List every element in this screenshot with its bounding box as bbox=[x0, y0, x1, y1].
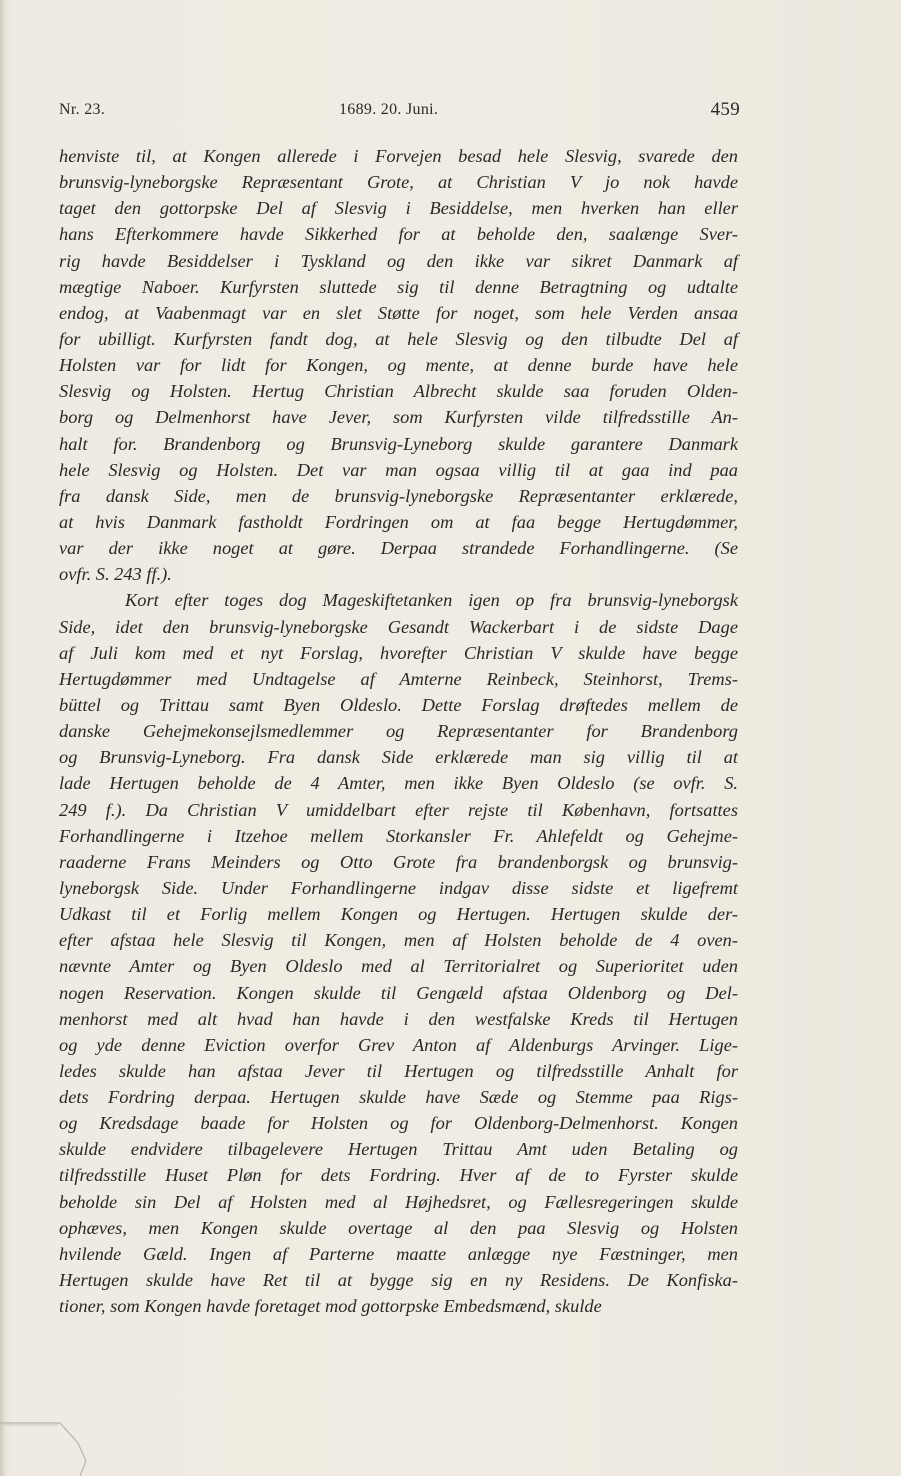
document-number: Nr. 23. bbox=[59, 101, 106, 118]
text-line: tioner, som Kongen havde foretaget mod gottorpske Embedsmænd, skulde bbox=[59, 1296, 602, 1317]
text-line: raaderne Frans Meinders og Otto Grote fra brandenborgsk og brunsvig- bbox=[59, 851, 738, 872]
text-line: Slesvig og Holsten. Hertug Christian Albrecht skulde saa foruden Olden- bbox=[59, 381, 738, 402]
text-line: Hertugen skulde have Ret til at bygge sig en ny Residens. De Konfiska- bbox=[59, 1270, 738, 1291]
text-line: taget den gottorpske Del af Slesvig i Besiddelse, men hverken han eller bbox=[59, 198, 738, 219]
text-line: hvilende Gæld. Ingen af Parterne maatte anlægge nye Fæstninger, men bbox=[59, 1243, 738, 1264]
text-line: efter afstaa hele Slesvig til Kongen, men af Holsten beholde de 4 oven- bbox=[59, 930, 738, 951]
text-line: og Brunsvig-Lyneborg. Fra dansk Side erklærede man sig villig til at bbox=[59, 747, 738, 768]
text-line: lade Hertugen beholde de 4 Amter, men ikke Byen Oldeslo (se ovfr. S. bbox=[59, 773, 738, 794]
text-line: hans Efterkommere havde Sikkerhed for at beholde den, saalænge Sver- bbox=[59, 224, 738, 245]
text-line: nævnte Amter og Byen Oldeslo med al Territorialret og Superioritet uden bbox=[59, 956, 738, 977]
text-line: mægtige Naboer. Kurfyrsten sluttede sig til denne Betragtning og udtalte bbox=[59, 276, 738, 297]
text-line: ledes skulde han afstaa Jever til Hertugen og tilfredsstille Anhalt for bbox=[59, 1060, 738, 1081]
text-line: hele Slesvig og Holsten. Det var man ogsaa villig til at gaa ind paa bbox=[59, 459, 738, 480]
text-line: Kort efter toges dog Mageskiftetanken igen op fra brunsvig-lyneborgsk bbox=[125, 590, 738, 611]
text-line: Forhandlingerne i Itzehoe mellem Storkansler Fr. Ahlefeldt og Gehejme- bbox=[59, 825, 738, 846]
text-line: beholde sin Del af Holsten med al Højhedsret, og Fællesregeringen skulde bbox=[59, 1191, 738, 1212]
text-line: fra dansk Side, men de brunsvig-lyneborgske Repræsentanter erklærede, bbox=[59, 485, 738, 506]
text-line: Udkast til et Forlig mellem Kongen og Hertugen. Hertugen skulde der- bbox=[59, 904, 738, 925]
text-line: Hertugdømmer med Undtagelse af Amterne Reinbeck, Steinhorst, Trems- bbox=[59, 668, 738, 689]
text-line: ovfr. S. 243 ff.). bbox=[59, 564, 172, 585]
text-line: menhorst med alt hvad han havde i den westfalske Kreds til Hertugen bbox=[59, 1008, 738, 1029]
text-line: og yde denne Eviction overfor Grev Anton af Aldenburgs Arvinger. Lige- bbox=[59, 1034, 738, 1055]
text-line: 249 f.). Da Christian V umiddelbart efter rejste til København, fortsattes bbox=[59, 799, 738, 820]
text-line: var der ikke noget at gøre. Derpaa strandede Forhandlingerne. (Se bbox=[59, 538, 738, 559]
text-line: danske Gehejmekonsejlsmedlemmer og Repræsentanter for Brandenborg bbox=[59, 721, 738, 742]
text-line: halt for. Brandenborg og Brunsvig-Lyneborg skulde garantere Danmark bbox=[59, 433, 738, 454]
page-edge-shadow bbox=[0, 0, 6, 1476]
text-line: for ubilligt. Kurfyrsten fandt dog, at hele Slesvig og den tilbudte Del af bbox=[59, 328, 738, 349]
text-line: ophæves, men Kongen skulde overtage al den paa Slesvig og Holsten bbox=[59, 1217, 738, 1238]
text-line: og Kredsdage baade for Holsten og for Oldenborg-Delmenhorst. Kongen bbox=[59, 1113, 738, 1134]
text-line: endog, at Vaabenmagt var en slet Støtte for noget, som hele Verden ansaa bbox=[59, 302, 738, 323]
running-header bbox=[59, 99, 740, 125]
text-line: lyneborgsk Side. Under Forhandlingerne indgav disse sidste et ligefremt bbox=[59, 877, 738, 898]
text-line: skulde endvidere tilbagelevere Hertugen Trittau Amt uden Betaling og bbox=[59, 1139, 738, 1160]
text-line: af Juli kom med et nyt Forslag, hvorefter Christian V skulde have begge bbox=[59, 642, 738, 663]
text-line: rig havde Besiddelser i Tyskland og den ikke var sikret Danmark af bbox=[59, 250, 738, 271]
text-line: brunsvig-lyneborgske Repræsentant Grote, at Christian V jo nok havde bbox=[59, 172, 738, 193]
body-text bbox=[59, 143, 738, 1319]
text-line: Side, idet den brunsvig-lyneborgske Gesandt Wackerbart i de sidste Dage bbox=[59, 616, 738, 637]
text-line: büttel og Trittau samt Byen Oldeslo. Dette Forslag drøftedes mellem de bbox=[59, 694, 738, 715]
text-line: Holsten var for lidt for Kongen, og mente, at denne burde have hele bbox=[59, 355, 738, 376]
page-number: 459 bbox=[710, 99, 740, 120]
text-line: at hvis Danmark fastholdt Fordringen om at faa begge Hertugdømmer, bbox=[59, 511, 738, 532]
text-line: henviste til, at Kongen allerede i Forvejen besad hele Slesvig, svarede den bbox=[59, 146, 738, 166]
text-line: tilfredsstille Huset Pløn for dets Fordring. Hver af de to Fyrster skulde bbox=[59, 1165, 738, 1186]
header-date: 1689. 20. Juni. bbox=[339, 101, 439, 118]
text-line: dets Fordring derpaa. Hertugen skulde have Sæde og Stemme paa Rigs- bbox=[59, 1087, 738, 1108]
text-line: borg og Delmenhorst have Jever, som Kurfyrsten vilde tilfredsstille An- bbox=[59, 407, 738, 428]
text-line: nogen Reservation. Kongen skulde til Gengæld afstaa Oldenborg og Del- bbox=[59, 982, 738, 1003]
page-corner-fold-mark bbox=[0, 1415, 95, 1476]
